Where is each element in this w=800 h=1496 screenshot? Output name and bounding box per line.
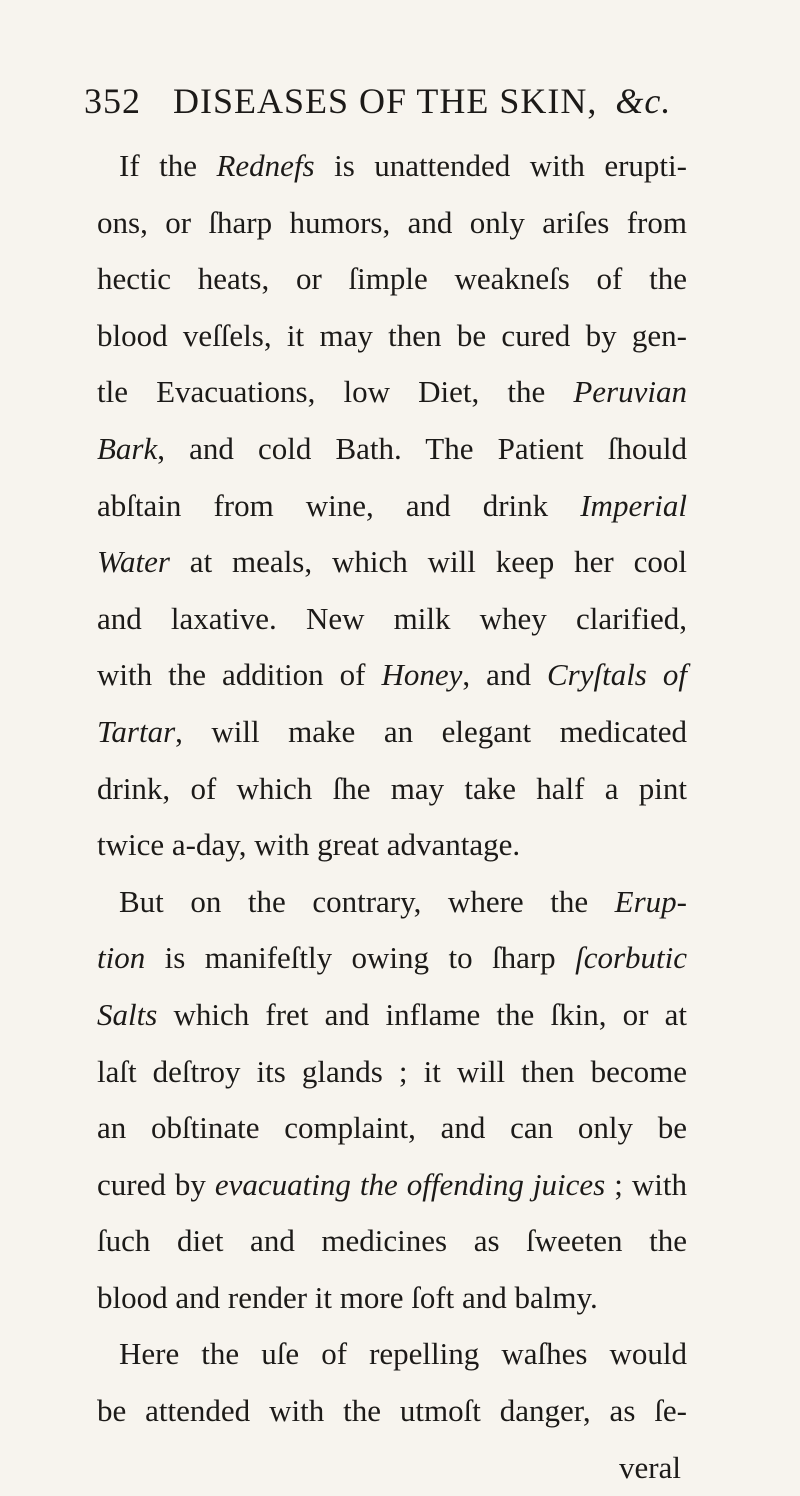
text-run: is manifeſtly owing to ſharp <box>145 940 576 976</box>
text-line <box>97 930 687 987</box>
text-line <box>97 478 687 535</box>
text-run: But on the contrary, where the <box>119 883 615 919</box>
chapter-title-etc: &c. <box>615 81 672 121</box>
text-run: , and <box>462 657 547 693</box>
text-run-italic: Honey <box>381 657 463 693</box>
text-run: , will make an elegant medicated <box>175 713 687 749</box>
text-run: at meals, which will keep her cool <box>169 544 687 580</box>
running-head <box>84 80 704 130</box>
text-line <box>97 421 687 478</box>
text-line <box>97 704 687 761</box>
text-line <box>97 364 687 421</box>
text-line <box>97 534 687 591</box>
text-run-italic: Salts <box>97 996 158 1032</box>
text-line <box>97 308 687 365</box>
text-run: , and cold Bath. The Patient ſhould <box>157 430 687 466</box>
text-run: If the <box>119 148 217 183</box>
text-run: blood veſſels, it may then be cured by gen- <box>97 317 687 353</box>
text-line <box>97 761 687 818</box>
text-line <box>97 1213 687 1270</box>
text-line <box>97 1383 687 1440</box>
text-run-italic: Cryſtals of <box>546 657 688 693</box>
text-run: and laxative. New milk whey clarified, <box>97 600 687 636</box>
text-run-italic: tion <box>97 940 146 976</box>
page-number: 352 <box>84 81 141 121</box>
text-run: ons, or ſharp humors, and only ariſes from <box>97 204 687 240</box>
text-line <box>97 647 687 704</box>
text-line <box>97 1157 687 1214</box>
text-run-italic: Imperial <box>580 487 687 523</box>
text-run: be attended with the utmoſt danger, as ſe- <box>97 1393 687 1429</box>
text-line <box>97 591 687 648</box>
catchword <box>97 1440 687 1496</box>
text-line <box>97 817 687 874</box>
text-line <box>97 987 687 1044</box>
text-line <box>97 874 687 931</box>
text-run: is unattended with erupti- <box>314 148 687 183</box>
text-run: Here the uſe of repelling waſhes would <box>119 1336 687 1372</box>
text-run: abſtain from wine, and drink <box>97 487 581 523</box>
text-line <box>97 195 687 252</box>
text-run: veral <box>619 1449 681 1485</box>
text-run-italic: Peruvian <box>573 374 687 410</box>
body-text <box>97 138 687 1496</box>
text-run: hectic heats, or ſimple weakneſs of the <box>97 261 687 297</box>
text-line <box>97 1044 687 1101</box>
text-run: ſuch diet and medicines as ſweeten the <box>97 1223 687 1259</box>
chapter-title: DISEASES OF THE SKIN, <box>173 81 598 121</box>
text-run: an obſtinate complaint, and can only be <box>97 1110 687 1146</box>
text-run: tle Evacuations, low Diet, the <box>97 374 574 410</box>
text-line <box>97 251 687 308</box>
text-line <box>97 1326 687 1383</box>
text-run: cured by <box>97 1166 215 1202</box>
text-run-italic: Bark <box>97 430 158 466</box>
text-line <box>97 1100 687 1157</box>
text-run: with the addition of <box>97 657 382 693</box>
text-run: twice a-day, with great advantage. <box>97 827 521 863</box>
text-line <box>97 138 687 195</box>
text-run: ; with <box>605 1166 688 1202</box>
text-line <box>97 1270 687 1327</box>
text-run: blood and render it more ſoft and balmy. <box>97 1279 598 1315</box>
text-run-italic: evacuating the offending juices <box>214 1166 606 1202</box>
text-run: drink, of which ſhe may take half a pint <box>97 770 687 806</box>
text-run: laſt deſtroy its glands ; it will then become <box>97 1053 687 1089</box>
text-run-italic: Water <box>97 544 170 580</box>
text-run: which fret and inflame the ſkin, or at <box>157 996 687 1032</box>
text-run-italic: Rednefs <box>216 148 315 183</box>
text-run-italic: ſcorbutic <box>575 940 687 976</box>
text-run-italic: Erup- <box>614 883 687 919</box>
text-run-italic: Tartar <box>97 713 176 749</box>
